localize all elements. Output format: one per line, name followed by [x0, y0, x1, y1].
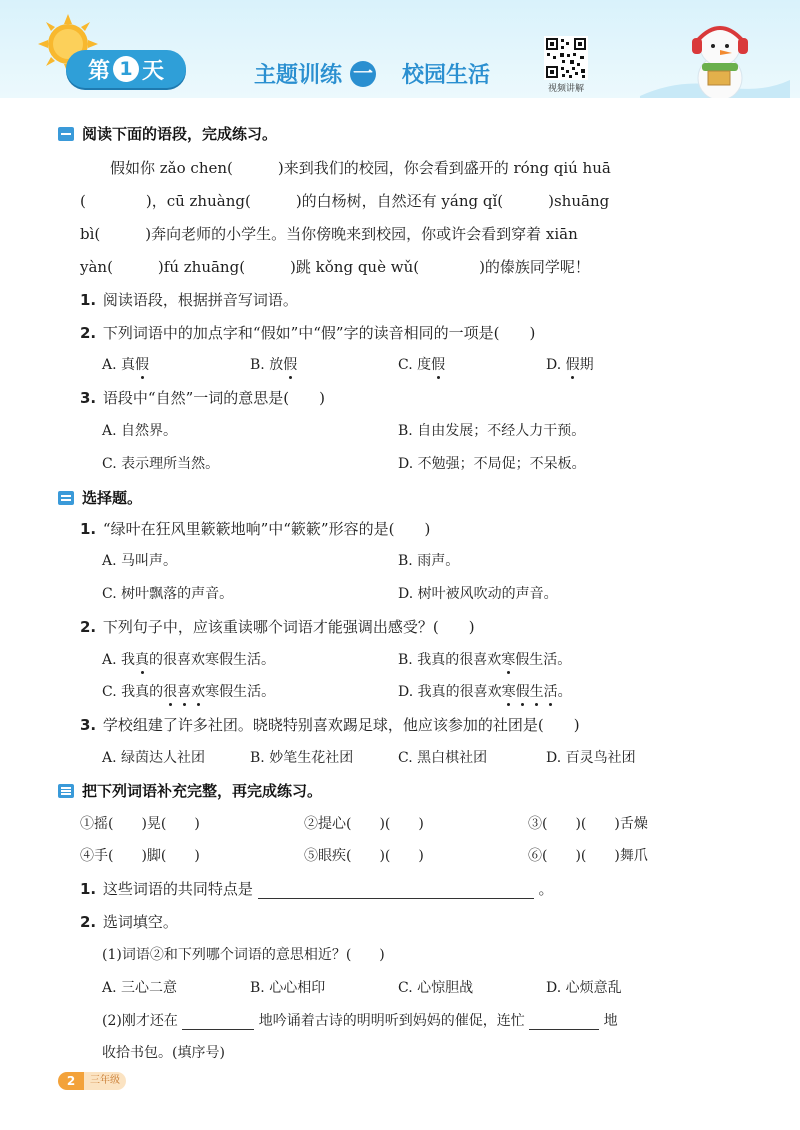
section1-heading [58, 123, 277, 144]
title-number: 一 [350, 61, 376, 87]
sentence-char: 很 [459, 684, 474, 700]
sentence-char: 喜 [177, 681, 191, 701]
sentence-char: 寒 [205, 652, 220, 668]
day-badge [66, 50, 186, 88]
s3-sub-question-2-line2: 收拾书包。(填序号) [102, 1045, 225, 1061]
sentence-char: 的 [445, 652, 460, 668]
s1-q3-option-a[interactable]: A. 自然界。 [102, 423, 178, 439]
day-number: 1 [113, 56, 139, 82]
sentence-char: 假 [219, 684, 234, 700]
s2-q2-option-d[interactable] [398, 681, 572, 701]
s1-q2-text: 下列词语中的加点字和“假如”中“假”字的读音相同的一项是( ) [102, 324, 536, 342]
s1-q3-option-c[interactable]: C. 表示理所当然。 [102, 456, 220, 472]
s2-q2-option-b[interactable] [398, 649, 571, 669]
s2-q1-option-d[interactable]: D. 树叶被风吹动的声音。 [398, 586, 558, 602]
sentence-char: 的 [445, 684, 460, 700]
sentence-char: 假 [219, 652, 234, 668]
option-label: B. [250, 357, 265, 373]
sentence-char: 生 [233, 652, 248, 668]
s3-q2-text: 选词填空。 [102, 913, 178, 931]
s2-q2-number: 2. [80, 618, 97, 636]
idiom-item-3[interactable]: ③( )( )舌燥 [528, 816, 648, 832]
section2-heading-text: 选择题。 [82, 489, 143, 507]
s2-q3-option-a[interactable]: A. 绿茵达人社团 [102, 750, 206, 766]
s2-q3-number: 3. [80, 716, 97, 734]
sentence-char: 我 [121, 652, 136, 668]
s2-q3-option-b[interactable]: B. 妙笔生花社团 [250, 750, 354, 766]
s2-question-3 [80, 714, 580, 735]
sentence-char: 我 [121, 684, 136, 700]
option-sentence [417, 652, 571, 668]
passage-line-1: 假如你 zǎo chen( )来到我们的校园，你会看到盛开的 róng qiú huā [80, 159, 611, 177]
sentence-char: 真 [431, 684, 446, 700]
section1-heading-text: 阅读下面的语段，完成练习。 [82, 125, 278, 143]
section-marker-three-icon [58, 784, 74, 798]
sub2-pre: (2)刚才还在 [102, 1013, 178, 1029]
option-pre: 真 [121, 357, 136, 373]
section-marker-two-icon [58, 491, 74, 505]
s1-q2-number: 2. [80, 324, 97, 342]
option-label: B. [398, 652, 413, 668]
sentence-char: 真 [135, 649, 149, 669]
dotted-char: 假 [566, 354, 580, 374]
dotted-char: 假 [431, 354, 445, 374]
sentence-char: 生 [529, 652, 544, 668]
sentence-char: 我 [417, 652, 432, 668]
sentence-char: 寒 [205, 684, 220, 700]
option-pre: 放 [269, 357, 284, 373]
option-post: 期 [579, 357, 594, 373]
option-label: D. [546, 357, 562, 373]
sentence-char: 很 [163, 652, 178, 668]
sentence-char: 假 [515, 652, 530, 668]
option-label: D. [398, 684, 414, 700]
s3-sub1-option-d[interactable]: D. 心烦意乱 [546, 980, 622, 996]
sentence-char: 很 [459, 652, 474, 668]
sentence-char: 的 [149, 652, 164, 668]
sentence-char: 活 [543, 652, 558, 668]
s3-q1-number: 1. [80, 880, 97, 898]
s3-sub1-option-a[interactable]: A. 三心二意 [102, 980, 178, 996]
s3-q1-end: 。 [538, 880, 554, 898]
section2-heading [58, 487, 142, 508]
sentence-char: 。 [557, 652, 572, 668]
idiom-item-6[interactable]: ⑥( )( )舞爪 [528, 848, 648, 864]
sentence-char: 很 [163, 681, 177, 701]
sentence-char: 真 [135, 684, 150, 700]
sentence-char: 欢 [191, 681, 205, 701]
s1-q3-number: 3. [80, 389, 97, 407]
s3-question-1 [80, 878, 554, 899]
answer-blank[interactable] [529, 1013, 599, 1030]
option-label: C. [398, 357, 413, 373]
idiom-item-4[interactable]: ④手( )脚( ) [80, 848, 200, 864]
answer-blank[interactable] [258, 880, 534, 899]
s1-question-3 [80, 387, 325, 408]
passage-line-4: yàn( )fú zhuāng( )跳 kǒng què wǔ( )的傣族同学呢！ [80, 258, 590, 276]
s1-q2-option-d[interactable] [546, 354, 594, 374]
s2-q3-option-d[interactable]: D. 百灵鸟社团 [546, 750, 636, 766]
dotted-char: 假 [283, 354, 297, 374]
option-label: A. [102, 357, 117, 373]
s3-sub-question-1: (1)词语②和下列哪个词语的意思相近？( ) [102, 947, 385, 963]
s2-q2-option-a[interactable] [102, 649, 275, 669]
sentence-char: 真 [431, 652, 446, 668]
sub2-mid: 地吟诵着古诗的明明听到妈妈的催促，连忙 [258, 1013, 525, 1029]
sentence-char: 喜 [473, 684, 488, 700]
s2-q1-option-b[interactable]: B. 雨声。 [398, 553, 460, 569]
s2-q2-option-c[interactable] [102, 681, 275, 701]
option-sentence [121, 652, 275, 668]
sentence-char: 寒 [501, 649, 515, 669]
page-header [0, 0, 800, 98]
grade-label: 三年级 [84, 1072, 126, 1090]
sentence-char: 喜 [473, 652, 488, 668]
option-label: A. [102, 652, 117, 668]
idiom-item-5[interactable]: ⑤眼疾( )( ) [304, 848, 424, 864]
sentence-char: 欢 [487, 684, 502, 700]
option-pre: 度 [417, 357, 432, 373]
s2-q1-option-a[interactable]: A. 马叫声。 [102, 553, 178, 569]
sentence-char: 欢 [191, 652, 206, 668]
sentence-char: 的 [149, 684, 164, 700]
s1-q3-option-d[interactable]: D. 不勉强；不局促；不呆板。 [398, 456, 586, 472]
s2-q2-text: 下列句子中，应该重读哪个词语才能强调出感受？( ) [102, 618, 475, 636]
sentence-char: 生 [233, 684, 248, 700]
sentence-char: 寒 [502, 681, 516, 701]
option-label: C. [102, 684, 117, 700]
passage-line-2: ( )，cū zhuàng( )的白杨树，自然还有 yáng qǐ( )shuāng [80, 192, 610, 210]
page-number: 2 [58, 1072, 84, 1090]
page-footer [58, 1072, 126, 1090]
s3-q1-text: 这些词语的共同特点是 [102, 880, 253, 898]
s1-q3-option-b[interactable]: B. 自由发展；不经人力干预。 [398, 423, 586, 439]
sentence-char: 我 [417, 684, 432, 700]
s1-q1-number: 1. [80, 291, 97, 309]
s2-question-1 [80, 518, 430, 539]
s2-q1-option-c[interactable]: C. 树叶飘落的声音。 [102, 586, 234, 602]
answer-blank[interactable] [182, 1013, 254, 1030]
idiom-item-1[interactable]: ①摇( )晃( ) [80, 816, 200, 832]
title-part2: 校园生活 [402, 63, 491, 88]
s3-sub1-option-c[interactable]: C. 心惊胆战 [398, 980, 474, 996]
s3-sub1-option-b[interactable]: B. 心心相印 [250, 980, 326, 996]
option-sentence [121, 684, 275, 700]
sentence-char: 。 [261, 684, 276, 700]
s3-question-2 [80, 911, 178, 932]
day-prefix: 第 [87, 58, 110, 84]
s1-q2-option-c[interactable] [398, 354, 445, 374]
sentence-char: 假 [516, 681, 530, 701]
s1-q1-text: 阅读语段，根据拼音写词语。 [102, 291, 298, 309]
page-title [254, 58, 490, 89]
s1-question-1 [80, 289, 298, 310]
s2-q1-number: 1. [80, 520, 97, 538]
qr-code-icon[interactable] [544, 36, 588, 80]
section3-heading [58, 780, 322, 801]
title-part1: 主题训练 [254, 63, 343, 88]
sentence-char: 。 [261, 652, 276, 668]
section3-heading-text: 把下列词语补充完整，再完成练习。 [82, 782, 323, 800]
s2-q3-option-c[interactable]: C. 黑白棋社团 [398, 750, 488, 766]
section-marker-one-icon [58, 127, 74, 141]
passage-line-3: bì( )奔向老师的小学生。当你傍晚来到校园，你或许会看到穿着 xiān [80, 225, 578, 243]
s3-sub-question-2 [102, 1010, 618, 1030]
sentence-char: 生 [530, 681, 544, 701]
s2-q1-text: “绿叶在狂风里簌簌地响”中“簌簌”形容的是( ) [102, 520, 431, 538]
sentence-char: 活 [544, 681, 558, 701]
sentence-char: 活 [247, 652, 262, 668]
sub2-post: 地 [603, 1013, 618, 1029]
sentence-char: 喜 [177, 652, 192, 668]
snowman-illustration [640, 8, 790, 98]
s2-question-2 [80, 616, 475, 637]
s1-q2-option-b[interactable] [250, 354, 297, 374]
s1-question-2 [80, 322, 535, 343]
qr-label: 视频讲解 [547, 84, 584, 94]
option-sentence [418, 684, 572, 700]
sentence-char: 。 [557, 684, 572, 700]
s2-q3-text: 学校组建了许多社团。晓晓特别喜欢踢足球，他应该参加的社团是( ) [102, 716, 580, 734]
s1-q3-text: 语段中“自然”一词的意思是( ) [102, 389, 325, 407]
day-suffix: 天 [142, 58, 165, 84]
s1-q2-option-a[interactable] [102, 354, 149, 374]
idiom-item-2[interactable]: ②提心( )( ) [304, 816, 424, 832]
dotted-char: 假 [135, 354, 149, 374]
s3-q2-number: 2. [80, 913, 97, 931]
sentence-char: 活 [247, 684, 262, 700]
sentence-char: 欢 [487, 652, 502, 668]
